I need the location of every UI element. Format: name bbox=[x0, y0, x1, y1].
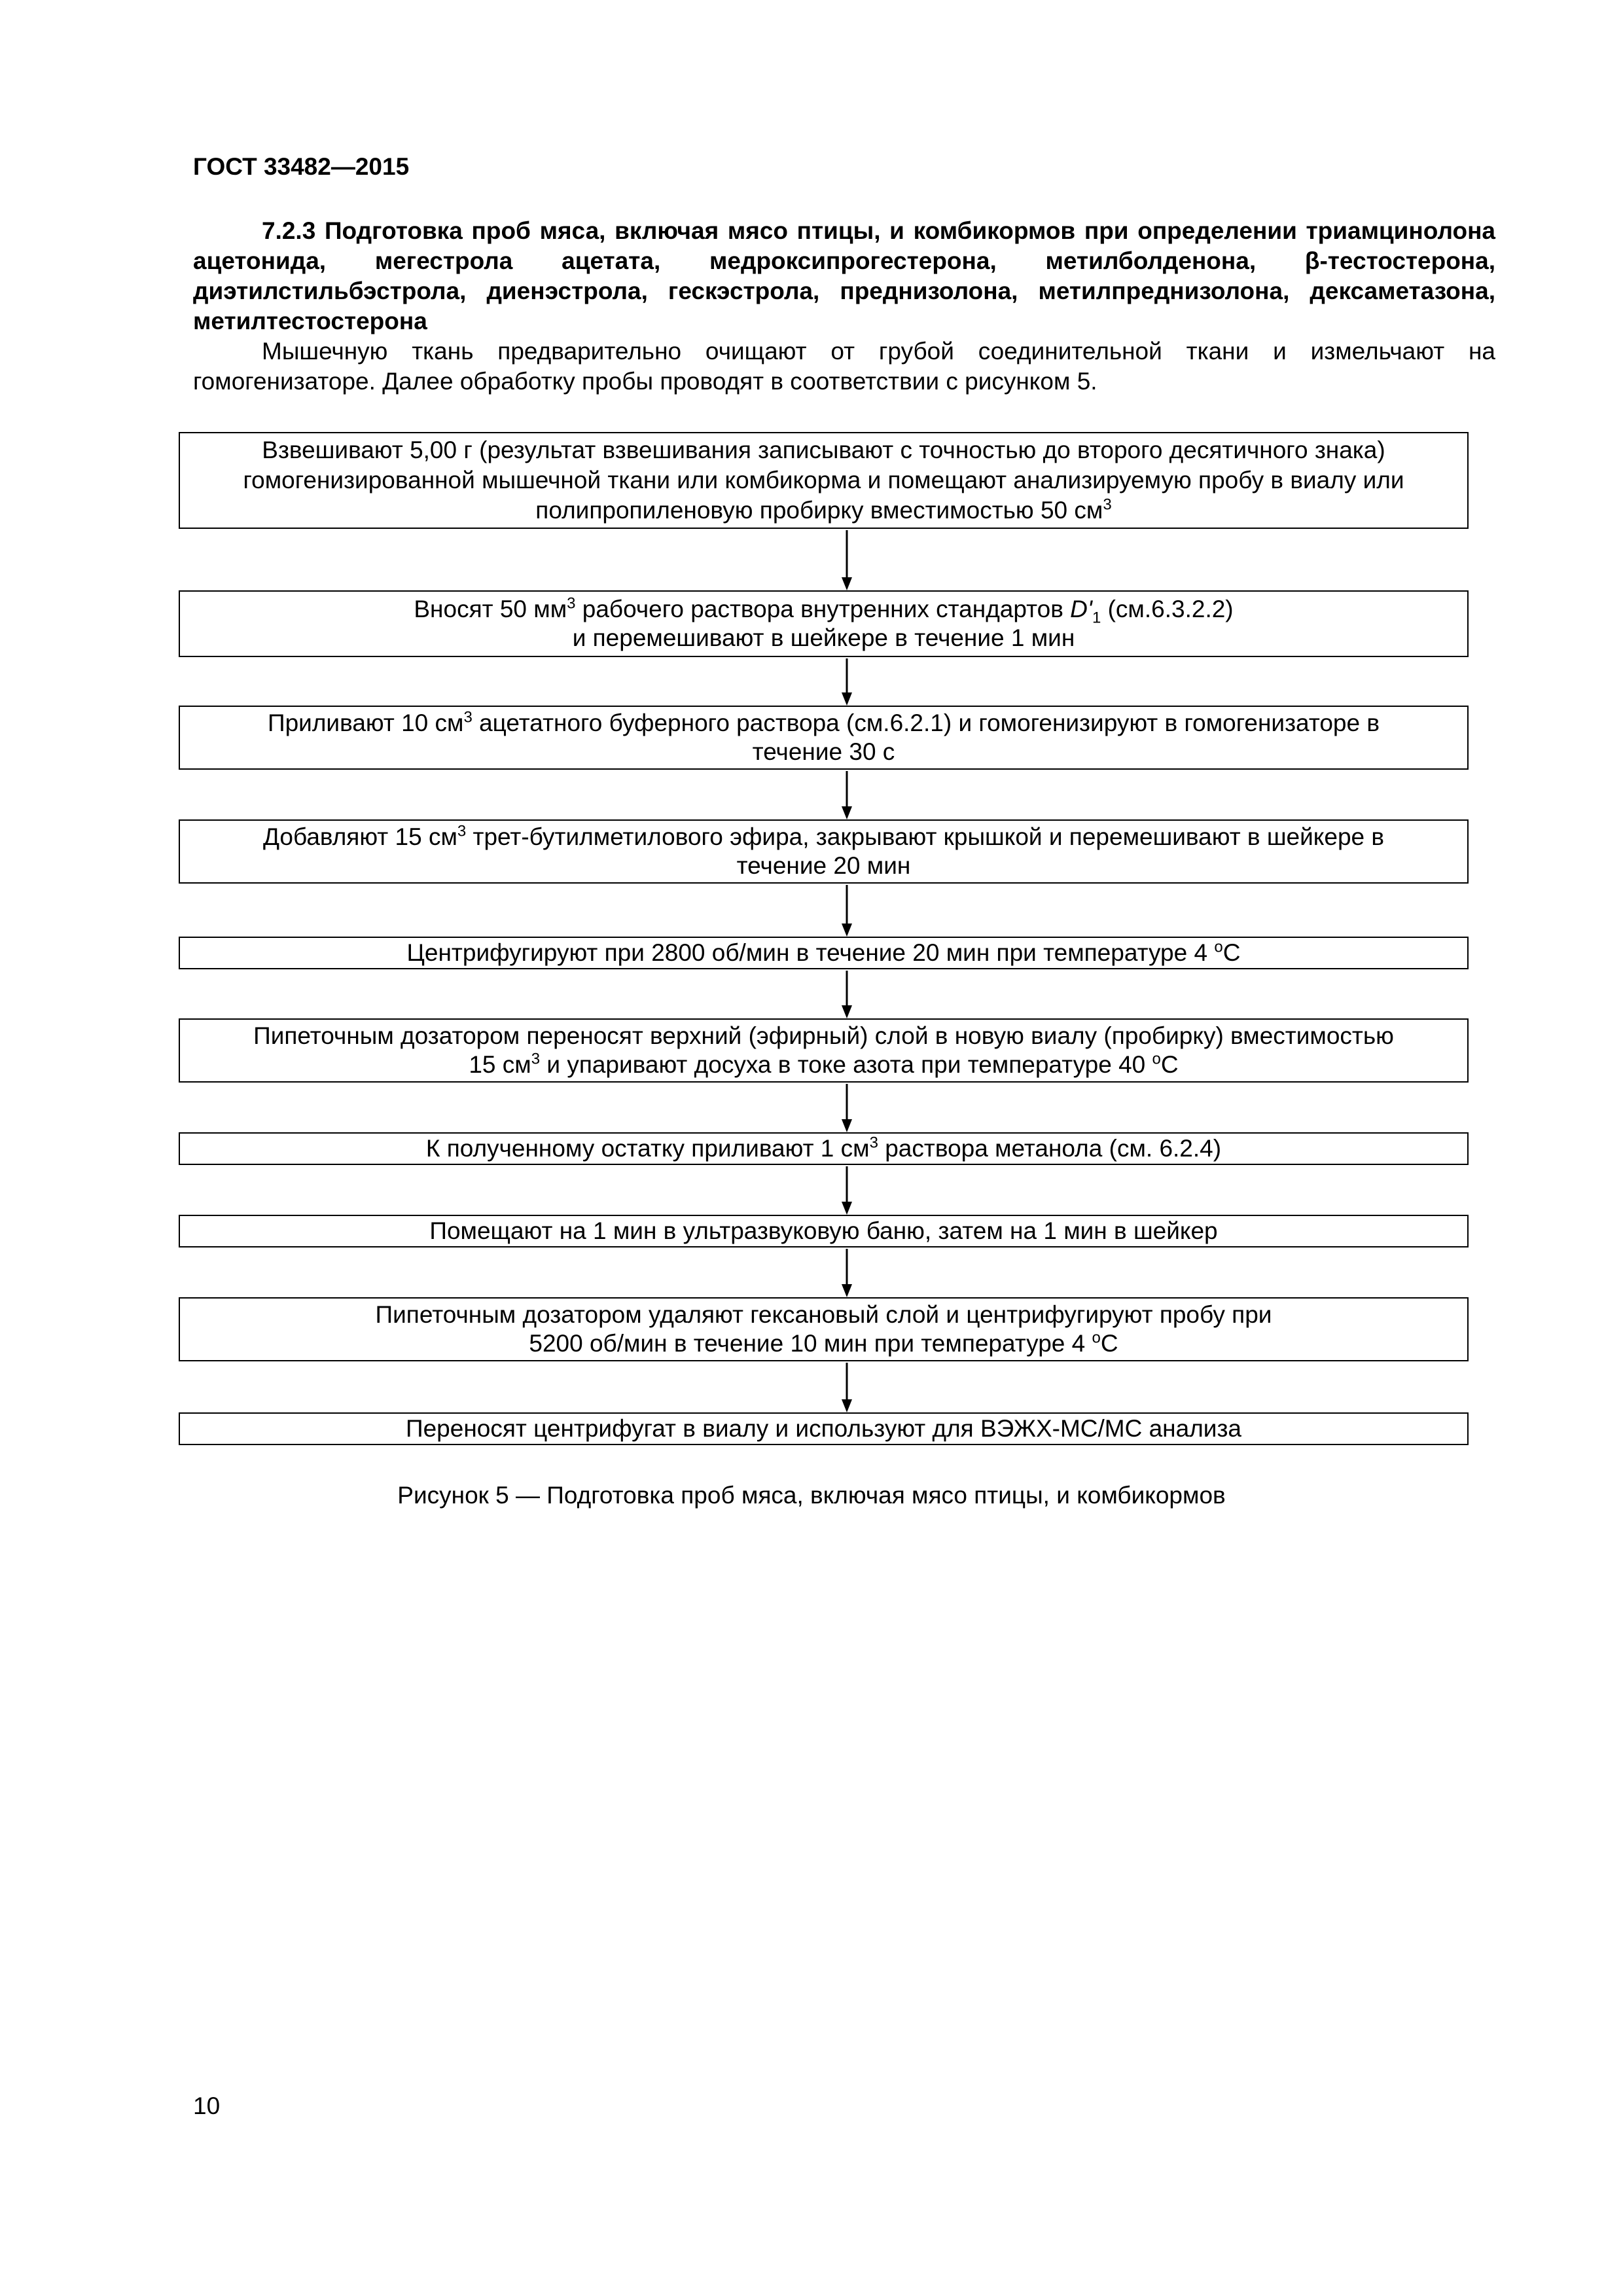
flow-step-transfer-evaporate bbox=[179, 1018, 1469, 1083]
flow-arrow-icon bbox=[840, 1249, 853, 1297]
flow-step-weighing bbox=[179, 432, 1469, 529]
flow-arrow-icon bbox=[840, 1363, 853, 1412]
step-text: Добавляют 15 $см^3$ трет-бутилметилового эфира, закрывают крышкой и перемешивают в шейкере в bbox=[262, 822, 1385, 850]
step-text: и перемешивают в шейкере в течение 1 мин bbox=[572, 624, 1075, 651]
step-text: течение 30 с bbox=[752, 738, 895, 765]
flow-step-transfer-centrifugate bbox=[179, 1412, 1469, 1445]
flow-step-centrifuge-2800 bbox=[179, 937, 1469, 969]
flow-step-internal-standard bbox=[179, 590, 1469, 657]
page-number: 10 bbox=[193, 2092, 221, 2119]
step-text: течение 20 мин bbox=[736, 852, 911, 879]
figure-caption: Рисунок 5 — Подготовка проб мяса, включая мясо птицы, и комбикормов bbox=[397, 1482, 1226, 1509]
flow-arrow-icon bbox=[840, 1166, 853, 1215]
flow-step-ether bbox=[179, 819, 1469, 884]
section-title: 7.2.3 Подготовка проб мяса, включая мясо птицы, и комбикормов при определении триамцинолона ацетонида, мегестрола ацетата, медроксипрогестерона, метилболденона, β-тестостерона, диэтилстильбэстрола, диенэстрола, гескэстрола, преднизолона, метилпреднизолона, дексаметазона, метилтестостерона bbox=[193, 217, 1495, 334]
step-text: Центрифугируют при 2800 об/мин в течение 20 мин при температуре 4 $^o$С bbox=[406, 938, 1241, 966]
step-text: Пипеточным дозатором переносят верхний (эфирный) слой в новую виалу (пробирку) вместимостью bbox=[253, 1022, 1394, 1049]
flow-step-remove-hexane bbox=[179, 1297, 1469, 1361]
step-text: 15 $см^3$ и упаривают досуха в токе азота при температуре 40 $^o$С bbox=[469, 1050, 1179, 1078]
step-text: Вносят 50 $мм^3$ рабочего раствора внутренних стандартов $D'_1$ (см.6.3.2.2) bbox=[414, 594, 1234, 627]
flow-step-methanol bbox=[179, 1132, 1469, 1165]
step-text: полипропиленовую пробирку вместимостью 50 $см^3$ bbox=[535, 495, 1112, 524]
flow-arrow-icon bbox=[840, 1084, 853, 1132]
step-text: 5200 об/мин в течение 10 мин при температуре 4 $^o$С bbox=[529, 1329, 1118, 1357]
flow-step-ultrasonic bbox=[179, 1215, 1469, 1247]
flow-step-acetate-buffer bbox=[179, 706, 1469, 770]
step-text: К полученному остатку приливают 1 $см^3$ раствора метанола (см. 6.2.4) bbox=[425, 1134, 1222, 1162]
flow-arrow-icon bbox=[840, 658, 853, 706]
step-text: Приливают 10 $см^3$ ацетатного буферного раствора (см.6.2.1) и гомогенизируют в гомогенизаторе в bbox=[267, 708, 1380, 736]
step-text: Взвешивают 5,00 г (результат взвешивания записывают с точностью до второго десятичного знака) bbox=[262, 437, 1385, 463]
step-text: Помещают на 1 мин в ультразвуковую баню, затем на 1 мин в шейкер bbox=[429, 1217, 1218, 1244]
step-text: Пипеточным дозатором удаляют гексановый слой и центрифугируют пробу при bbox=[375, 1301, 1272, 1328]
flow-arrow-icon bbox=[840, 771, 853, 819]
section-paragraph: Мышечную ткань предварительно очищают от грубой соединительной ткани и измельчают на гомогенизаторе. Далее обработку пробы проводят в соответствии с рисунком 5. bbox=[193, 338, 1495, 395]
step-text: гомогенизированной мышечной ткани или комбикорма и помещают анализируемую пробу в виалу или bbox=[243, 467, 1404, 493]
flow-arrow-icon bbox=[840, 885, 853, 937]
document-code-header: ГОСТ 33482—2015 bbox=[193, 153, 410, 180]
flow-arrow-icon bbox=[840, 530, 853, 590]
step-text: Переносят центрифугат в виалу и используют для ВЭЖХ-МС/МС анализа bbox=[406, 1415, 1241, 1442]
flow-arrow-icon bbox=[840, 971, 853, 1018]
